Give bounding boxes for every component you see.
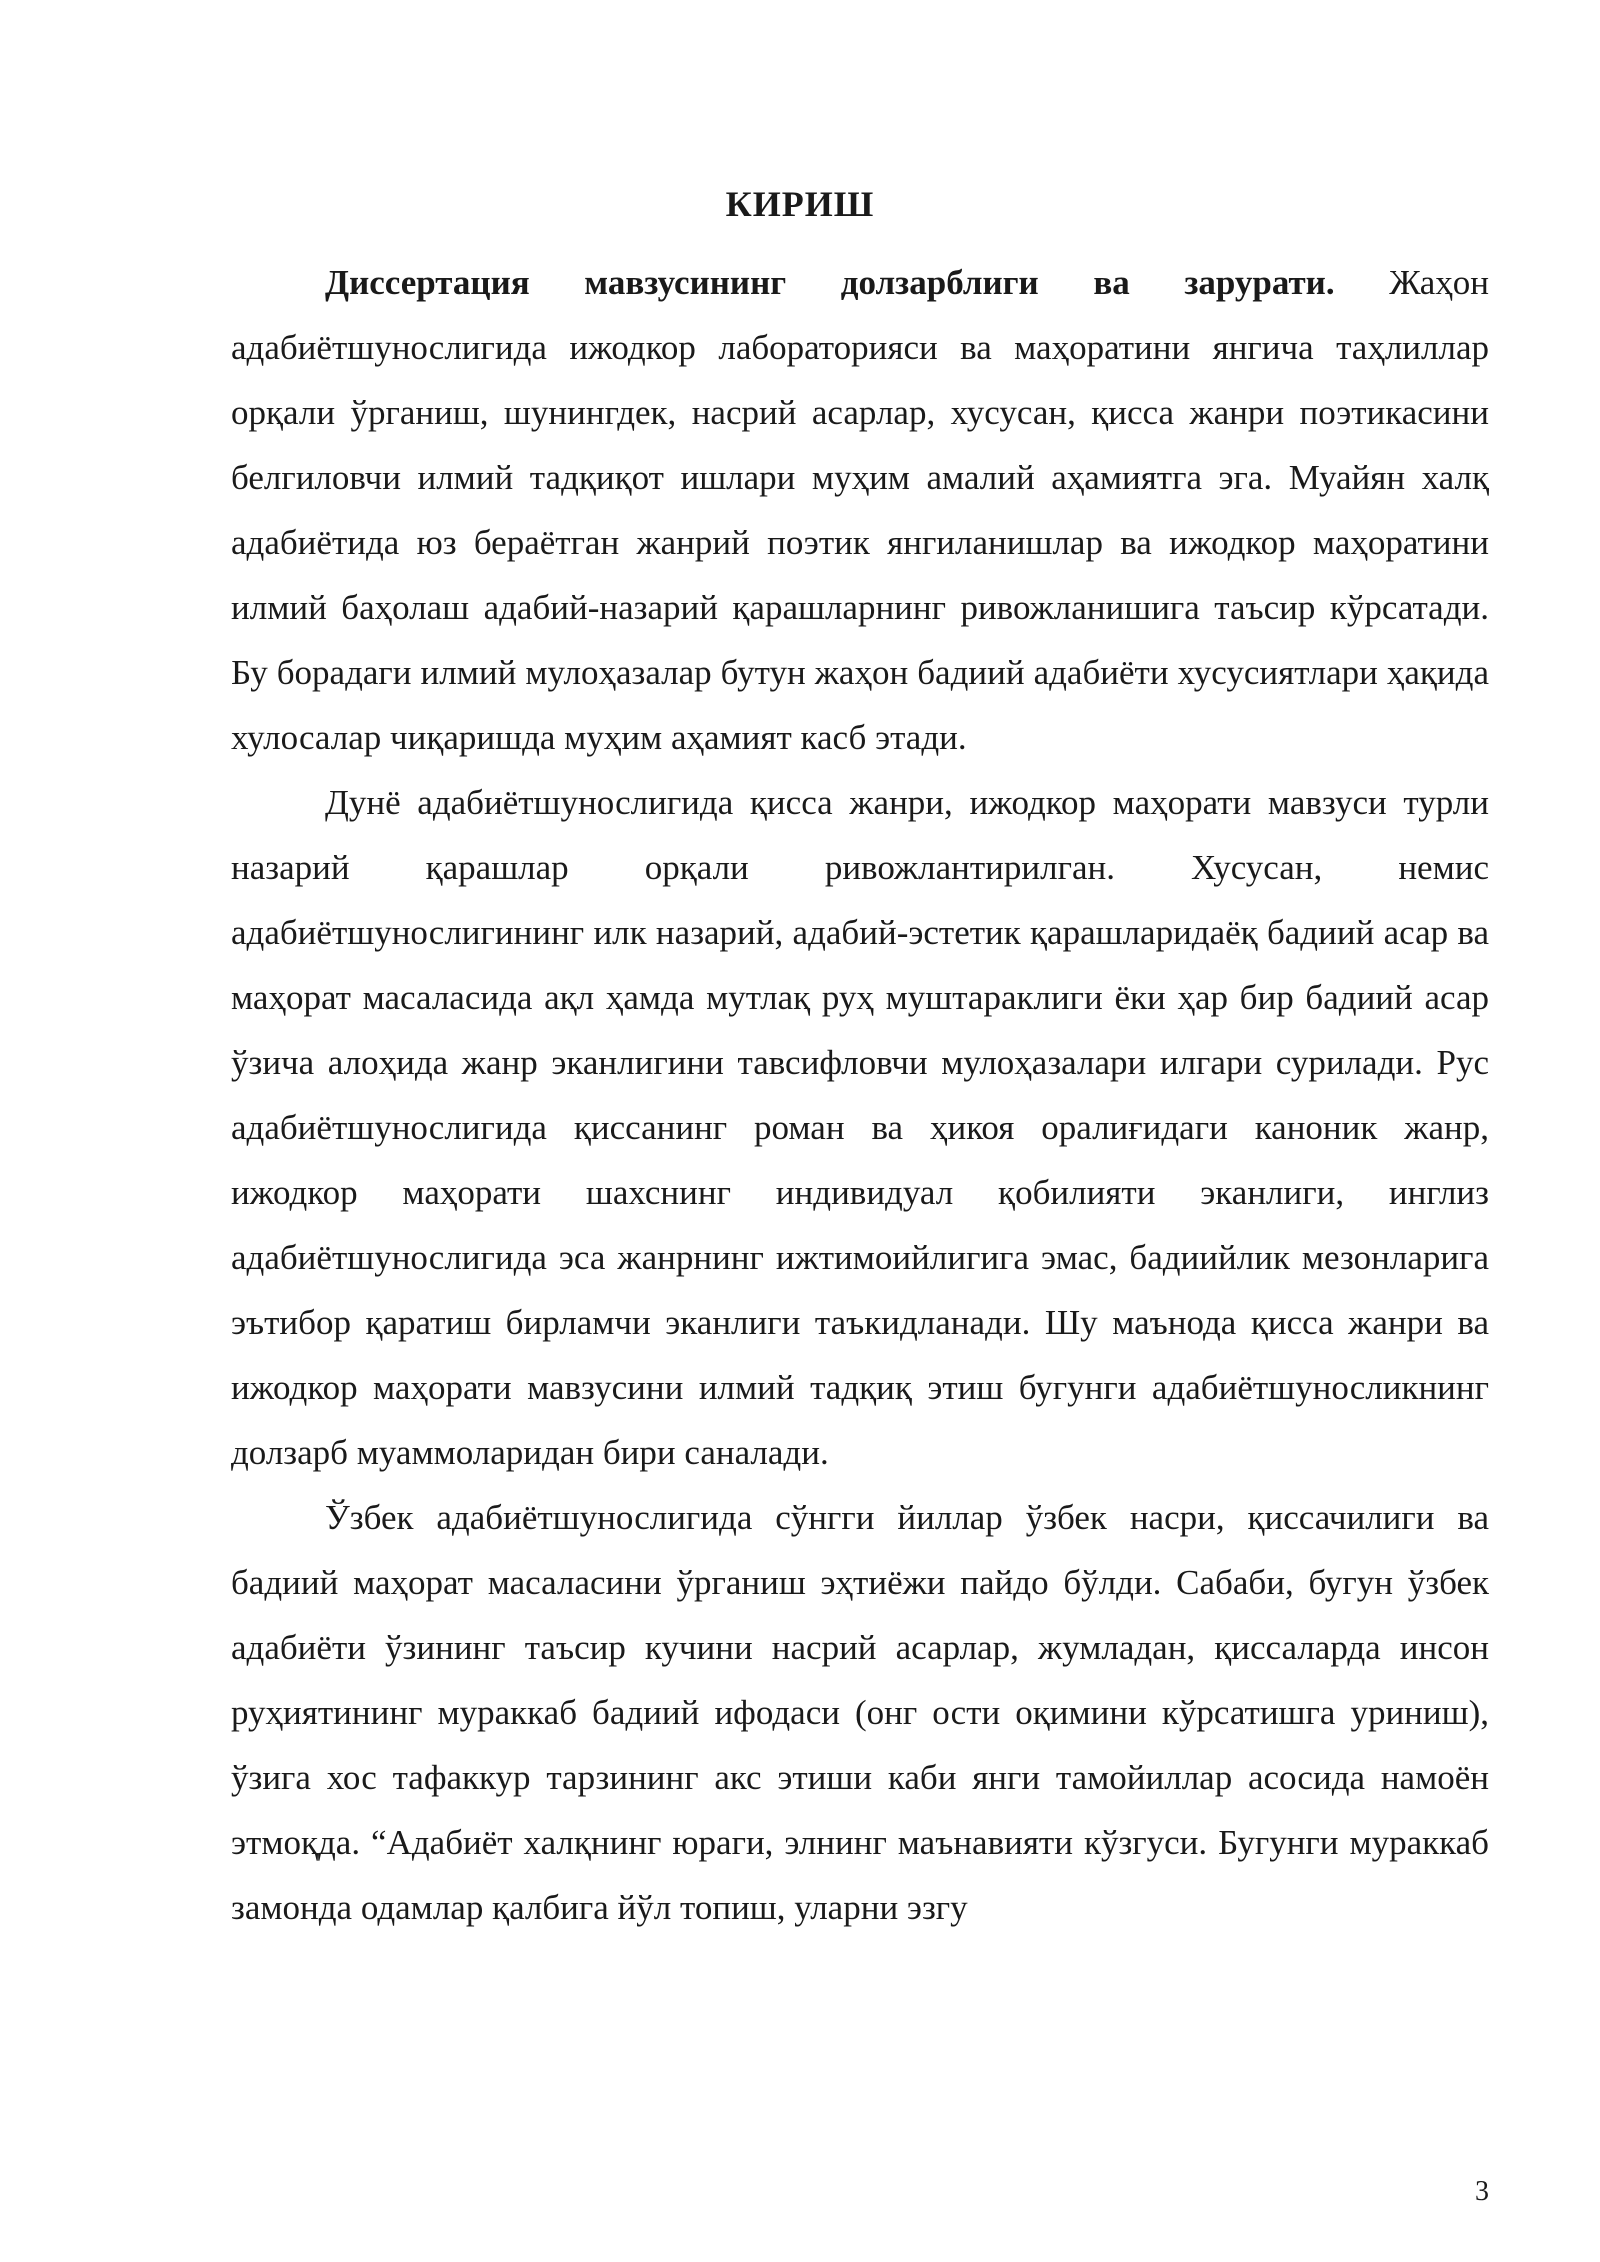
paragraph-world-studies	[231, 770, 1489, 1485]
paragraph-text: Дунё адабиётшунослигида қисса жанри, ижодкор маҳорати мавзуси турли назарий қарашлар орқали ривожлантирилган. Хусусан, немис адабиётшунослигининг илк назарий, адабий-эстетик қарашларидаёқ бадиий асар ва маҳорат масаласида ақл ҳамда мутлақ руҳ муштараклиги ёки ҳар бир бадиий асар ўзича алоҳида жанр эканлигини тавсифловчи мулоҳазалари илгари сурилади. Рус адабиётшунослигида қиссанинг роман ва ҳикоя оралиғидаги каноник жанр, ижодкор маҳорати шахснинг индивидуал қобилияти эканлиги, инглиз адабиётшунослигида эса жанрнинг ижтимоийлигига эмас, бадиийлик мезонларига эътибор қаратиш бирламчи эканлиги таъкидланади. Шу маънода қисса жанри ва ижодкор маҳорати мавзусини илмий тадқиқ этиш бугунги адабиётшуносликнинг долзарб муаммоларидан бири саналади.	[231, 783, 1489, 1472]
paragraph-lead-bold: Диссертация мавзусининг долзарблиги ва зарурати.	[325, 263, 1335, 302]
paragraph-uzbek-studies	[231, 1485, 1489, 1940]
body-text	[231, 250, 1489, 1940]
paragraph-relevance	[231, 250, 1489, 770]
section-heading: КИРИШ	[725, 184, 875, 224]
paragraph-text: Ўзбек адабиётшунослигида сўнгги йиллар ўзбек насри, қиссачилиги ва бадиий маҳорат масаласини ўрганиш эҳтиёжи пайдо бўлди. Сабаби, бугун ўзбек адабиёти ўзининг таъсир кучини насрий асарлар, жумладан, қиссаларда инсон руҳиятининг мураккаб бадиий ифодаси (онг ости оқимини кўрсатишга уриниш), ўзига хос тафаккур тарзининг акс этиши каби янги тамойиллар асосида намоён этмоқда. “Адабиёт халқнинг юраги, элнинг маънавияти кўзгуси. Бугунги мураккаб замонда одамлар қалбига йўл топиш, уларни эзгу	[231, 1498, 1489, 1927]
page-number: 3	[1475, 2176, 1489, 2207]
paragraph-text: Жаҳон адабиётшунослигида ижодкор лабораторияси ва маҳоратини янгича таҳлиллар орқали ўрганиш, шунингдек, насрий асарлар, хусусан, қисса жанри поэтикасини белгиловчи илмий тадқиқот ишлари муҳим амалий аҳамиятга эга. Муайян халқ адабиётида юз бераётган жанрий поэтик янгиланишлар ва ижодкор маҳоратини илмий баҳолаш адабий-назарий қарашларнинг ривожланишига таъсир кўрсатади. Бу борадаги илмий мулоҳазалар бутун жаҳон бадиий адабиёти хусусиятлари ҳақида хулосалар чиқаришда муҳим аҳамият касб этади.	[231, 263, 1489, 757]
